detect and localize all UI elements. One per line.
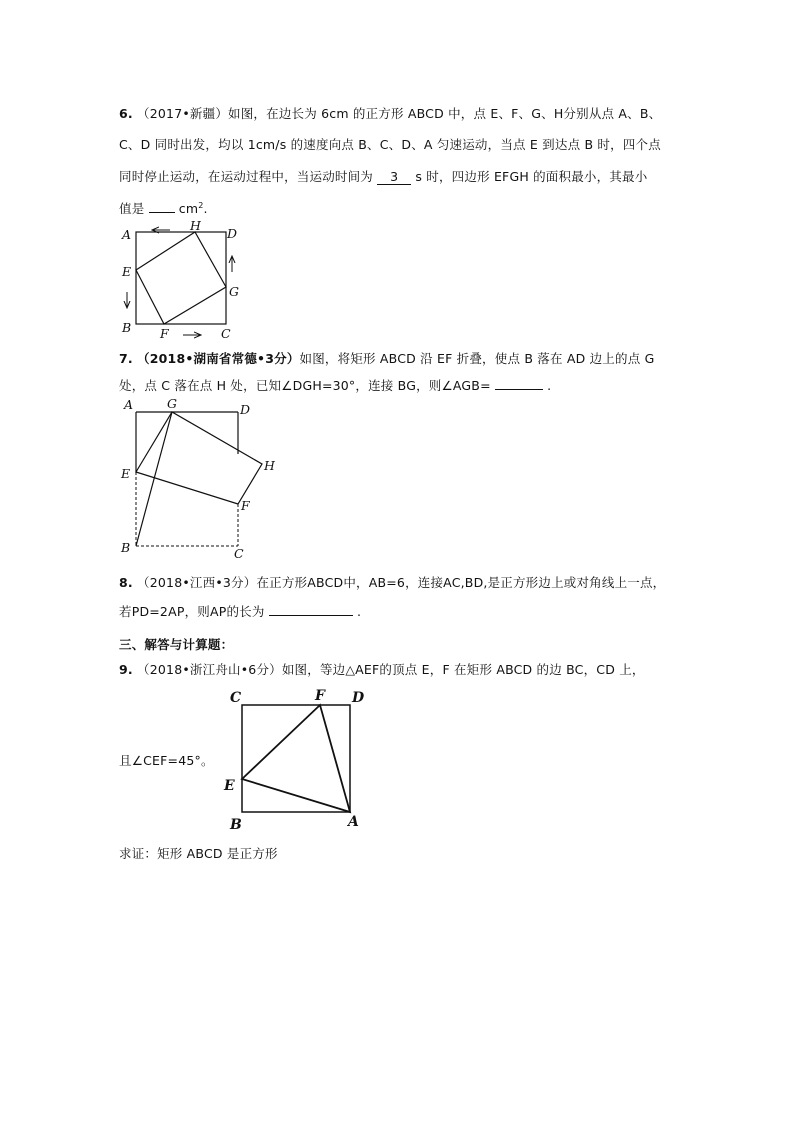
q7-label-h: H [264, 458, 275, 473]
q8-line-2 [119, 602, 361, 620]
q6-label-e: E [122, 264, 132, 279]
q8-text-1: （2018•江西•3分）在正方形ABCD中，AB=6，连接AC,BD,是正方形边上或对角线上一点， [137, 575, 666, 590]
q8-line-1 [119, 573, 665, 591]
q6-unit: cm [178, 201, 199, 216]
q9-label-e: E [224, 778, 235, 794]
q7-figure [120, 396, 276, 561]
q6-label-d: D [227, 226, 238, 241]
q9-line-2: 且∠CEF=45°。 [119, 753, 214, 768]
q7-text-2: 处，点 C 落在点 H 处，已知∠DGH=30°，连接 BG，则∠AGB= [119, 378, 491, 393]
q6-text-4-pre: 值是 [119, 201, 145, 216]
q8-text-2-pre: 若PD=2AP，则AP的长为 [119, 604, 265, 619]
q9-label-f: F [315, 688, 325, 704]
q7-text-2-post: . [547, 378, 552, 393]
q9-figure [223, 688, 365, 833]
q6-label-g: G [229, 284, 239, 299]
q7-segment-bg [136, 412, 172, 546]
q7-label-g: G [167, 396, 177, 411]
q6-square [136, 232, 226, 324]
q6-answer-time: 3 [377, 170, 411, 185]
q8-answer-blank [269, 615, 353, 616]
q6-label-b: B [122, 320, 132, 335]
q9-label-a: A [348, 814, 359, 830]
q6-unit-sup: 2 [198, 200, 204, 210]
q7-text-1: 如图，将矩形 ABCD 沿 EF 折叠，使点 B 落在 AD 边上的点 G [299, 351, 655, 366]
q9-text-1: （2018•浙江舟山•6分）如图，等边△AEF的顶点 E，F 在矩形 ABCD 的边 BC，CD 上， [137, 662, 645, 677]
q6-line-2: C、D 同时出发，均以 1cm/s 的速度向点 B、C、D、A 匀速运动，当点 E 到达点 B 时，四个点 [119, 137, 661, 152]
q6-label-a: A [122, 227, 132, 242]
q7-line-2 [119, 376, 551, 394]
q6-text-1: （2017•新疆）如图，在边长为 6cm 的正方形 ABCD 中，点 E、F、G、H分别从点 A、B、 [137, 106, 662, 121]
q7-label-b: B [121, 540, 131, 555]
q6-number: 6. [119, 106, 133, 121]
q8-number: 8. [119, 575, 133, 590]
q7-label-d: D [240, 402, 251, 417]
q7-folded-egfh [136, 412, 262, 504]
q9-number: 9. [119, 662, 133, 677]
q7-line-1 [119, 349, 654, 367]
q7-label-c: C [234, 546, 244, 561]
q9-label-c: C [230, 690, 242, 706]
q7-answer-blank [495, 389, 543, 390]
q9-line-1 [119, 660, 645, 678]
q6-label-h: H [190, 218, 201, 233]
q7-label-f: F [241, 498, 250, 513]
q9-label-b: B [230, 817, 242, 833]
q6-text-3-pre: 同时停止运动，在运动过程中，当运动时间为 [119, 169, 374, 184]
section-3-title: 三、解答与计算题： [119, 637, 234, 652]
q9-line-3: 求证：矩形 ABCD 是正方形 [119, 846, 278, 861]
q6-quad-efgh [136, 232, 226, 324]
q7-number: 7. [119, 351, 133, 366]
q6-label-f: F [160, 326, 169, 341]
q9-triangle-aef [242, 705, 350, 812]
q7-label-a: A [124, 397, 134, 412]
q7-source: （2018•湖南省常德•3分） [137, 351, 300, 366]
q8-text-2-post: . [356, 604, 362, 619]
q6-text-3-post: s 时，四边形 EFGH 的面积最小，其最小 [415, 169, 648, 184]
q6-text-4-post: . [203, 201, 208, 216]
q9-label-d: D [352, 690, 365, 706]
q7-label-e: E [121, 466, 131, 481]
q6-label-c: C [221, 326, 231, 341]
